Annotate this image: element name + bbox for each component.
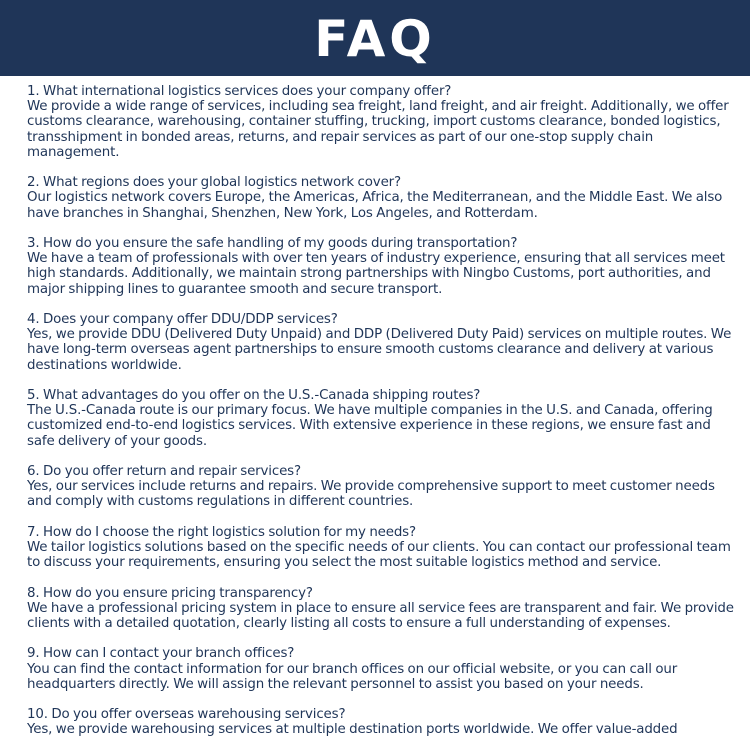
faq-question: 7. How do I choose the right logistics solution for my needs? xyxy=(27,524,416,540)
faq-answer: The U.S.-Canada route is our primary focus. We have multiple companies in the U.S. and Canada, offering customized end-to-end logistics services. With extensive experience in these regions, we ensure fast and safe delivery of your goods. xyxy=(27,403,713,449)
faq-item-1 xyxy=(27,84,739,160)
faq-answer: We have a professional pricing system in place to ensure all service fees are transparent and fair. We provide clients with a detailed quotation, clearly listing all costs to ensure a full understanding of expenses. xyxy=(27,600,734,631)
header-banner xyxy=(0,0,750,76)
faq-question: 8. How do you ensure pricing transparency? xyxy=(27,585,313,601)
faq-question: 3. How do you ensure the safe handling of my goods during transportation? xyxy=(27,236,518,251)
faq-question: 10. Do you offer overseas warehousing services? xyxy=(27,707,346,723)
faq-question: 2. What regions does your global logistics network cover? xyxy=(27,175,401,191)
faq-answer: Our logistics network covers Europe, the Americas, Africa, the Mediterranean, and the Middle East. We also have branches in Shanghai, Shenzhen, New York, Los Angeles, and Rotterdam. xyxy=(27,190,723,221)
faq-item-5 xyxy=(27,388,739,449)
faq-question: 9. How can I contact your branch offices? xyxy=(27,646,295,662)
faq-answer: Yes, we provide DDU (Delivered Duty Unpaid) and DDP (Delivered Duty Paid) services on multiple routes. We have long-term overseas agent partnerships to ensure smooth customs clearance and delivery at various destinations worldwide. xyxy=(27,327,732,373)
faq-item-4 xyxy=(27,312,739,373)
faq-answer: Yes, we provide warehousing services at multiple destination ports worldwide. We offer value-added xyxy=(27,722,678,738)
faq-item-2 xyxy=(27,175,739,221)
faq-item-6 xyxy=(27,464,739,510)
faq-answer: We tailor logistics solutions based on the specific needs of our clients. You can contact our professional team to discuss your requirements, ensuring you select the most suitable logistics method and service. xyxy=(27,540,731,571)
faq-item-8 xyxy=(27,586,739,632)
faq-question: 1. What international logistics services does your company offer? xyxy=(27,84,452,99)
faq-answer: We provide a wide range of services, including sea freight, land freight, and air freight. Additionally, we offer customs clearance, warehousing, container stuffing, trucking, import customs clearance, bonded logistics, transshipment in bonded areas, returns, and repair services as part of our one-stop supply chain management. xyxy=(27,99,729,160)
page-title: FAQ xyxy=(314,10,436,68)
faq-item-7 xyxy=(27,525,739,571)
faq-answer: You can find the contact information for our branch offices on our official website, or you can call our headquarters directly. We will assign the relevant personnel to assist you based on your needs. xyxy=(27,661,678,692)
faq-item-3 xyxy=(27,236,739,297)
faq-answer: Yes, our services include returns and repairs. We provide comprehensive support to meet customer needs and comply with customs regulations in different countries. xyxy=(27,479,715,510)
faq-item-10 xyxy=(27,707,739,737)
faq-item-9 xyxy=(27,646,739,692)
faq-answer: We have a team of professionals with over ten years of industry experience, ensuring that all services meet high standards. Additionally, we maintain strong partnerships with Ningbo Customs, port authorities, and major shipping lines to guarantee smooth and secure transport. xyxy=(27,251,725,297)
faq-question: 4. Does your company offer DDU/DDP services? xyxy=(27,312,338,327)
faq-question: 6. Do you offer return and repair services? xyxy=(27,464,301,479)
faq-list xyxy=(27,84,739,751)
faq-question: 5. What advantages do you offer on the U.S.-Canada shipping routes? xyxy=(27,388,481,403)
